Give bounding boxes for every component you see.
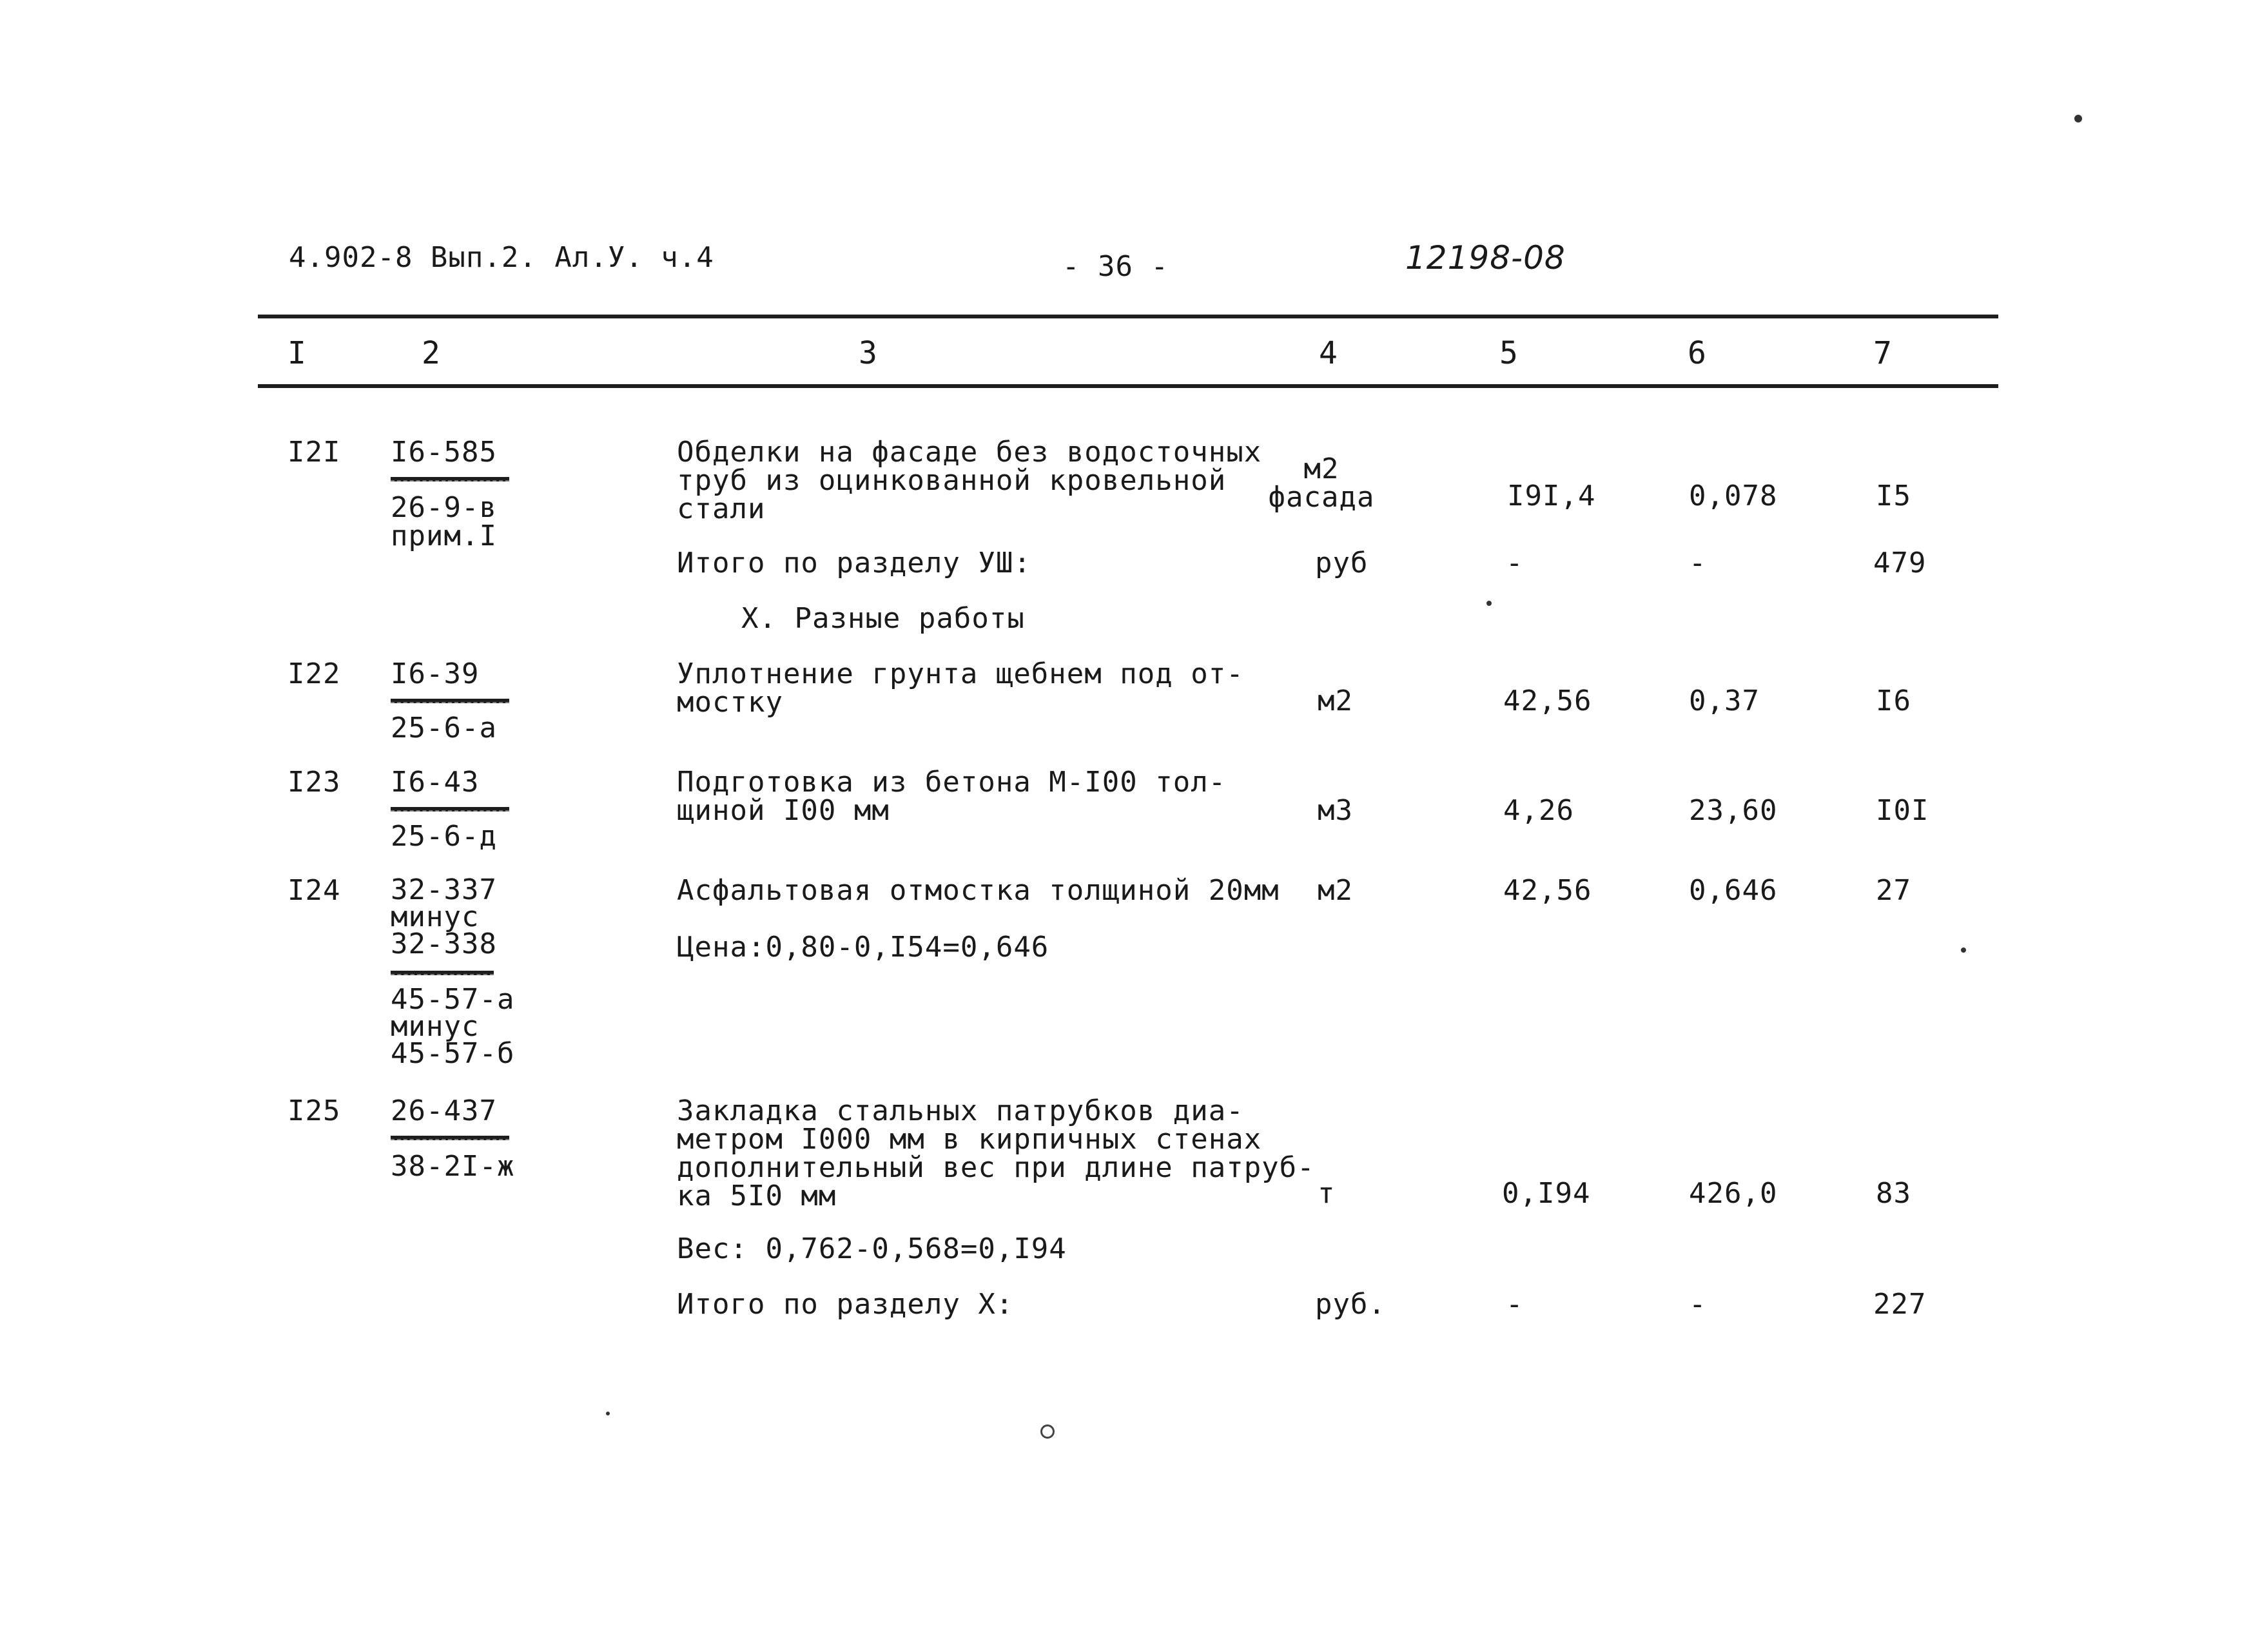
norm-code-bottom: 38-2I-ж [391, 1150, 515, 1183]
document-reference: 4.902-8 Вып.2. Ал.У. ч.4 [289, 241, 714, 274]
total-cost: I0I [1876, 794, 1929, 827]
work-description: Уплотнение грунта щебнем под от- мостку [677, 657, 1244, 719]
scan-speck [1040, 1424, 1055, 1439]
total-cost: I6 [1876, 685, 1911, 717]
norm-code-top: 32-337 минус 32-338 [391, 873, 497, 960]
unit: м2 [1318, 685, 1353, 717]
row-number: I24 [287, 874, 341, 907]
norm-code-bottom: 26-9-в прим.I [391, 491, 497, 552]
total-cost: 227 [1873, 1288, 1927, 1321]
section-title: X. Разные работы [741, 602, 1025, 635]
subtotal-label: Итого по разделу X: [677, 1288, 1014, 1321]
work-description: Асфальтовая отмостка толщиной 20мм [677, 874, 1280, 907]
unit-price: - [1689, 547, 1707, 579]
scan-speck [2074, 115, 2082, 122]
total-cost: I5 [1876, 480, 1911, 512]
column-header-5: 5 [1499, 335, 1518, 371]
unit-price: 0,37 [1689, 685, 1760, 717]
page-number: - 36 - [1062, 250, 1169, 283]
row-number: I25 [287, 1094, 341, 1127]
column-header-3: 3 [859, 335, 877, 371]
unit: м3 [1318, 794, 1353, 827]
norm-code-top: I6-43 [391, 766, 480, 799]
quantity: 4,26 [1503, 794, 1574, 827]
row-number: I23 [287, 766, 341, 799]
total-cost: 27 [1876, 874, 1911, 907]
column-header-7: 7 [1873, 335, 1892, 371]
unit-price: 426,0 [1689, 1177, 1778, 1210]
unit-price: 0,078 [1689, 480, 1778, 512]
table-top-rule [258, 315, 1998, 318]
table-header-rule [258, 384, 1998, 388]
quantity: 42,56 [1503, 874, 1592, 907]
unit: т [1318, 1177, 1336, 1210]
weight-calculation-note: Вес: 0,762-0,568=0,I94 [677, 1232, 1067, 1265]
norm-code-divider [391, 699, 509, 703]
quantity: 0,I94 [1502, 1177, 1591, 1210]
scan-speck [606, 1412, 610, 1415]
unit-price: - [1689, 1288, 1707, 1321]
norm-code-top: I6-39 [391, 657, 480, 690]
norm-code-divider [391, 807, 509, 811]
row-number: I22 [287, 657, 341, 690]
column-header-4: 4 [1319, 335, 1338, 371]
norm-code-bottom: 25-6-а [391, 712, 497, 744]
norm-code-divider [391, 1136, 509, 1140]
column-header-6: 6 [1688, 335, 1706, 371]
unit: руб [1315, 547, 1369, 579]
norm-code-divider [391, 477, 509, 481]
total-cost: 83 [1876, 1177, 1911, 1210]
scan-speck [1486, 601, 1492, 606]
document-code: 12198-08 [1405, 239, 1566, 277]
unit: руб. [1315, 1288, 1386, 1321]
row-number: I2I [287, 436, 341, 469]
quantity: I9I,4 [1507, 480, 1596, 512]
work-description: Закладка стальных патрубков диа- метром I000 мм в кирпичных стенах дополнительный вес при длине патруб- ка 5I0 мм [677, 1094, 1315, 1212]
work-description: Подготовка из бетона М-I00 тол- щиной I00 мм [677, 766, 1227, 827]
norm-code-bottom: 45-57-а минус 45-57-б [391, 983, 515, 1070]
norm-code-bottom: 25-6-д [391, 820, 497, 853]
norm-code-top: I6-585 [391, 436, 497, 469]
norm-code-divider [391, 971, 494, 975]
column-header-1: I [287, 335, 306, 371]
quantity: 42,56 [1503, 685, 1592, 717]
work-description: Обделки на фасаде без водосточных труб из оцинкованной кровельной стали [677, 436, 1262, 525]
unit: м2 фасада [1268, 452, 1375, 514]
scan-speck [1961, 947, 1966, 953]
subtotal-label: Итого по разделу УШ: [677, 547, 1031, 579]
unit: м2 [1318, 874, 1353, 907]
quantity: - [1506, 547, 1524, 579]
norm-code-top: 26-437 [391, 1094, 497, 1127]
quantity: - [1506, 1288, 1524, 1321]
price-calculation-note: Цена:0,80-0,I54=0,646 [677, 931, 1049, 964]
column-header-2: 2 [422, 335, 440, 371]
total-cost: 479 [1873, 547, 1927, 579]
unit-price: 0,646 [1689, 874, 1778, 907]
unit-price: 23,60 [1689, 794, 1778, 827]
